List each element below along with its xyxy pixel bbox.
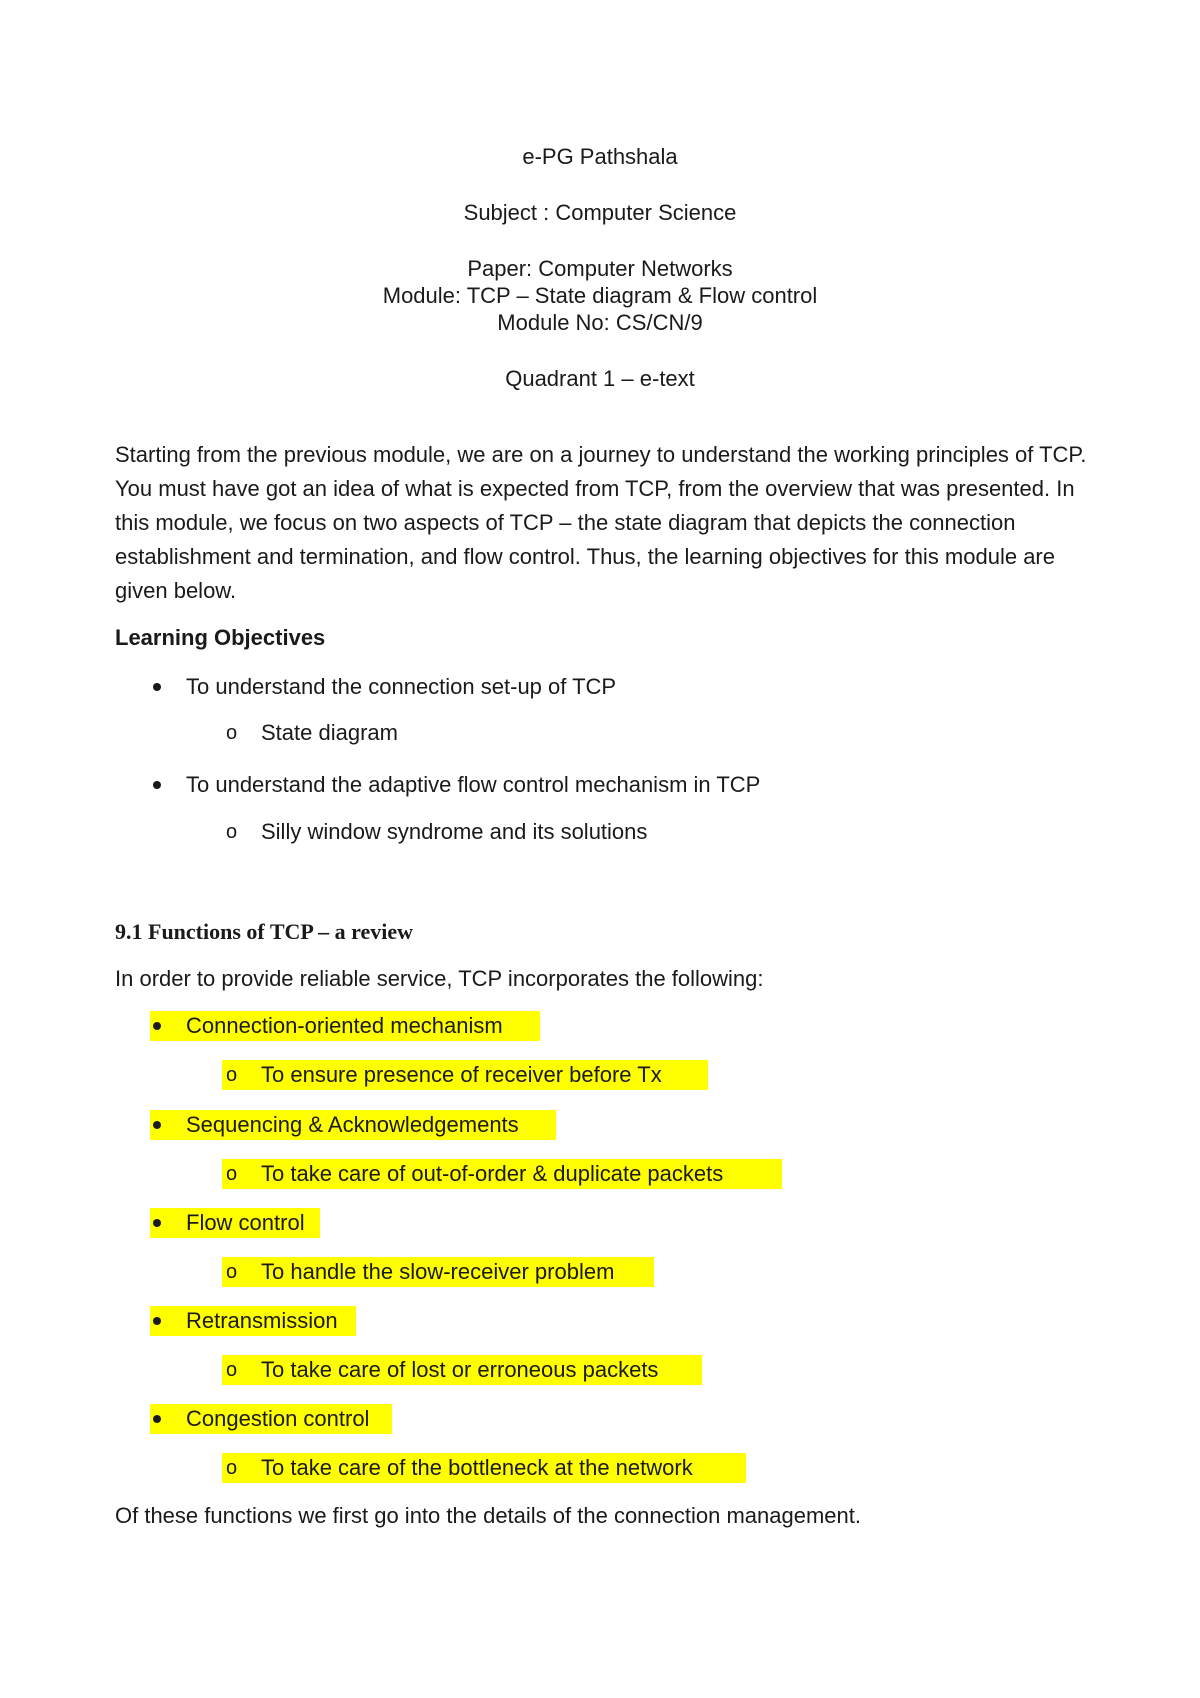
bullet-icon bbox=[153, 1317, 161, 1325]
sub-bullet-icon: o bbox=[226, 1457, 238, 1479]
function-text: Flow control bbox=[186, 1210, 305, 1235]
function-text: Congestion control bbox=[186, 1406, 370, 1431]
function-subtext: To ensure presence of receiver before Tx bbox=[261, 1062, 662, 1087]
org-name: e-PG Pathshala bbox=[522, 144, 678, 169]
intro-paragraph: Starting from the previous module, we are on a journey to understand the working principles of TCP. You must have got an idea of what is expected from TCP, from the overview that was presented. In this module, we focus on two aspects of TCP – the state diagram that depicts the connection establishment and termination, and flow control. Thus, the learning objectives for this module are given below. bbox=[115, 442, 1087, 603]
subject-line: Subject : Computer Science bbox=[463, 200, 737, 225]
bullet-icon bbox=[153, 781, 161, 789]
function-text: Connection-oriented mechanism bbox=[186, 1013, 503, 1038]
function-subtext: To handle the slow-receiver problem bbox=[261, 1259, 615, 1284]
bullet-icon bbox=[153, 1022, 161, 1030]
objective-subtext: Silly window syndrome and its solutions bbox=[261, 819, 648, 844]
module-line: Module: TCP – State diagram & Flow control bbox=[382, 283, 818, 308]
sub-bullet-icon: o bbox=[226, 1064, 238, 1086]
sub-bullet-icon: o bbox=[226, 722, 238, 744]
bullet-icon bbox=[153, 1219, 161, 1227]
objectives-heading: Learning Objectives bbox=[115, 625, 326, 650]
bullet-icon bbox=[153, 683, 161, 691]
sub-bullet-icon: o bbox=[226, 1163, 238, 1185]
function-text: Retransmission bbox=[186, 1308, 338, 1333]
section-lead: In order to provide reliable service, TCP incorporates the following: bbox=[115, 966, 764, 991]
objective-text: To understand the connection set-up of TCP bbox=[186, 674, 617, 699]
function-text: Sequencing & Acknowledgements bbox=[186, 1112, 519, 1137]
module-number: Module No: CS/CN/9 bbox=[497, 310, 703, 335]
function-subtext: To take care of lost or erroneous packets bbox=[261, 1357, 659, 1382]
bullet-icon bbox=[153, 1415, 161, 1423]
sub-bullet-icon: o bbox=[226, 1359, 238, 1381]
function-subtext: To take care of the bottleneck at the network bbox=[261, 1455, 693, 1480]
closing-paragraph: Of these functions we first go into the details of the connection management. bbox=[115, 1503, 861, 1528]
paper-line: Paper: Computer Networks bbox=[467, 256, 733, 281]
bullet-icon bbox=[153, 1121, 161, 1129]
objective-subtext: State diagram bbox=[261, 720, 398, 745]
section-heading: 9.1 Functions of TCP – a review bbox=[115, 919, 414, 944]
function-subtext: To take care of out-of-order & duplicate packets bbox=[261, 1161, 724, 1186]
quadrant-line: Quadrant 1 – e-text bbox=[505, 366, 695, 391]
objective-text: To understand the adaptive flow control mechanism in TCP bbox=[186, 772, 761, 797]
sub-bullet-icon: o bbox=[226, 821, 238, 843]
sub-bullet-icon: o bbox=[226, 1261, 238, 1283]
